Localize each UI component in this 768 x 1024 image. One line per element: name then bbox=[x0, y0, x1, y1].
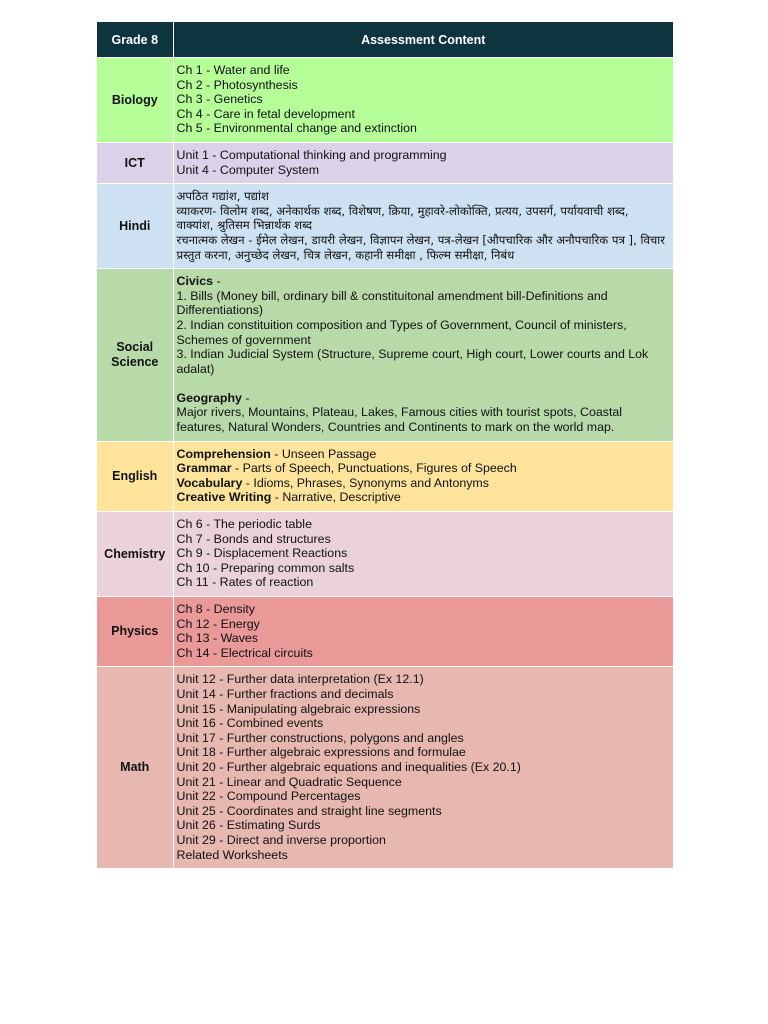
content-line: Ch 6 - The periodic table bbox=[176, 517, 312, 532]
item-label: Comprehension bbox=[176, 446, 271, 461]
row-hindi bbox=[97, 184, 673, 269]
content-line: Vocabulary - Idioms, Phrases, Synonyms and Antonyms bbox=[176, 475, 489, 490]
row-chemistry bbox=[97, 512, 673, 597]
content-line: Unit 22 - Compound Percentages bbox=[176, 789, 361, 804]
subject-cell: Biology bbox=[97, 58, 173, 143]
content-line: 3. Indian Judicial System (Structure, Supreme court, High court, Lower courts and Lok adalat) bbox=[176, 347, 649, 376]
content-line: Unit 29 - Direct and inverse proportion bbox=[176, 832, 386, 847]
content-line: Ch 5 - Environmental change and extinction bbox=[176, 121, 417, 136]
content-line: Unit 21 - Linear and Quadratic Sequence bbox=[176, 774, 402, 789]
row-biology bbox=[97, 58, 673, 143]
content-line: Ch 10 - Preparing common salts bbox=[176, 560, 355, 575]
subject-cell: Hindi bbox=[97, 184, 173, 269]
content-cell bbox=[173, 269, 673, 442]
item-label: Vocabulary bbox=[176, 475, 243, 490]
content-line: Unit 12 - Further data interpretation (Ex 12.1) bbox=[176, 672, 424, 687]
item-text: Idioms, Phrases, Synonyms and Antonyms bbox=[253, 475, 489, 490]
geography-heading-line: Geography - bbox=[176, 390, 250, 405]
content-line: Ch 9 - Displacement Reactions bbox=[176, 546, 348, 561]
content-line: Unit 20 - Further algebraic equations and inequalities (Ex 20.1) bbox=[176, 759, 521, 774]
assessment-table bbox=[97, 22, 673, 869]
subject-cell: Physics bbox=[97, 597, 173, 667]
grade-header: Grade 8 bbox=[97, 22, 173, 58]
content-line: Major rivers, Mountains, Plateau, Lakes, Famous cities with tourist spots, Coastal features, Natural Wonders, Countries and Continents to mark on the world map. bbox=[176, 405, 623, 435]
content-line: Ch 1 - Water and life bbox=[176, 63, 290, 77]
civics-heading: Civics bbox=[176, 274, 214, 289]
item-text: Unseen Passage bbox=[281, 446, 377, 461]
content-line: व्याकरण- विलोम शब्द, अनेकार्थक शब्द, विशेषण, क्रिया, मुहावरे-लोकोक्ति, प्रत्यय, उपसर्ग, पर्यायवाची शब्द, वाक्यांश, श्रुतिसम भिन्नार्थक शब्द bbox=[176, 203, 629, 233]
row-ict bbox=[97, 142, 673, 183]
item-label: Grammar bbox=[176, 461, 232, 476]
content-line: Ch 7 - Bonds and structures bbox=[176, 531, 331, 546]
content-line: Comprehension - Unseen Passage bbox=[176, 446, 377, 461]
table-header-row bbox=[97, 22, 673, 58]
assessment-content-header: Assessment Content bbox=[173, 22, 673, 58]
content-line: रचनात्मक लेखन - ईमेल लेखन, डायरी लेखन, विज्ञापन लेखन, पत्र-लेखन [औपचारिक और अनौपचारिक पत्र ], विचार प्रस्तुत करना, अनुच्छेद लेखन, चित्र लेखन, कहानी समीक्षा , फिल्म समीक्षा, निबंध bbox=[176, 232, 666, 262]
content-line: Unit 26 - Estimating Surds bbox=[176, 818, 321, 833]
content-cell bbox=[173, 667, 673, 869]
content-line: Unit 25 - Coordinates and straight line segments bbox=[176, 803, 442, 818]
item-label: Creative Writing bbox=[176, 490, 272, 505]
content-line: Unit 17 - Further constructions, polygons and angles bbox=[176, 730, 464, 745]
related-worksheets-line: Related Worksheets bbox=[176, 847, 288, 862]
content-line: Unit 14 - Further fractions and decimals bbox=[176, 686, 394, 701]
content-line: Ch 2 - Photosynthesis bbox=[176, 77, 298, 92]
content-cell bbox=[173, 58, 673, 143]
content-cell bbox=[173, 441, 673, 511]
content-line: Unit 16 - Combined events bbox=[176, 716, 324, 731]
row-math bbox=[97, 667, 673, 869]
row-physics bbox=[97, 597, 673, 667]
content-line: Ch 13 - Waves bbox=[176, 631, 258, 646]
content-line: 2. Indian constituition composition and Types of Government, Council of ministers, Schemes of government bbox=[176, 317, 627, 347]
content-line: 1. Bills (Money bill, ordinary bill & constituitonal amendment bill-Definitions and Differentiations) bbox=[176, 288, 608, 318]
content-line: Ch 11 - Rates of reaction bbox=[176, 575, 314, 590]
civics-heading-line: Civics - bbox=[176, 274, 221, 289]
content-line: Creative Writing - Narrative, Descriptive bbox=[176, 490, 401, 505]
item-text: Narrative, Descriptive bbox=[282, 490, 401, 505]
subject-cell: English bbox=[97, 441, 173, 511]
content-line: Unit 1 - Computational thinking and programming bbox=[176, 147, 447, 162]
content-cell bbox=[173, 597, 673, 667]
content-line: Unit 18 - Further algebraic expressions and formulae bbox=[176, 745, 466, 760]
content-cell bbox=[173, 512, 673, 597]
subject-cell: ICT bbox=[97, 142, 173, 183]
item-text: Parts of Speech, Punctuations, Figures of Speech bbox=[242, 461, 517, 476]
spacer bbox=[177, 376, 668, 391]
subject-cell: Social Science bbox=[97, 269, 173, 442]
content-line: Ch 14 - Electrical circuits bbox=[176, 645, 313, 660]
content-line: Grammar - Parts of Speech, Punctuations, Figures of Speech bbox=[176, 461, 517, 476]
content-line: अपठित गद्यांश, पद्यांश bbox=[176, 189, 269, 204]
content-cell bbox=[173, 142, 673, 183]
subject-cell: Chemistry bbox=[97, 512, 173, 597]
content-line: Ch 12 - Energy bbox=[176, 616, 260, 631]
content-line: Ch 3 - Genetics bbox=[176, 92, 263, 107]
subject-cell: Math bbox=[97, 667, 173, 869]
content-line: Ch 8 - Density bbox=[176, 602, 256, 616]
geography-heading: Geography bbox=[176, 390, 242, 405]
content-line: Ch 4 - Care in fetal development bbox=[176, 106, 355, 121]
content-cell bbox=[173, 184, 673, 269]
content-line: Unit 15 - Manipulating algebraic expressions bbox=[176, 701, 421, 716]
content-line: Unit 4 - Computer System bbox=[176, 162, 320, 177]
row-social-science bbox=[97, 269, 673, 442]
row-english bbox=[97, 441, 673, 511]
assessment-document bbox=[97, 22, 673, 869]
